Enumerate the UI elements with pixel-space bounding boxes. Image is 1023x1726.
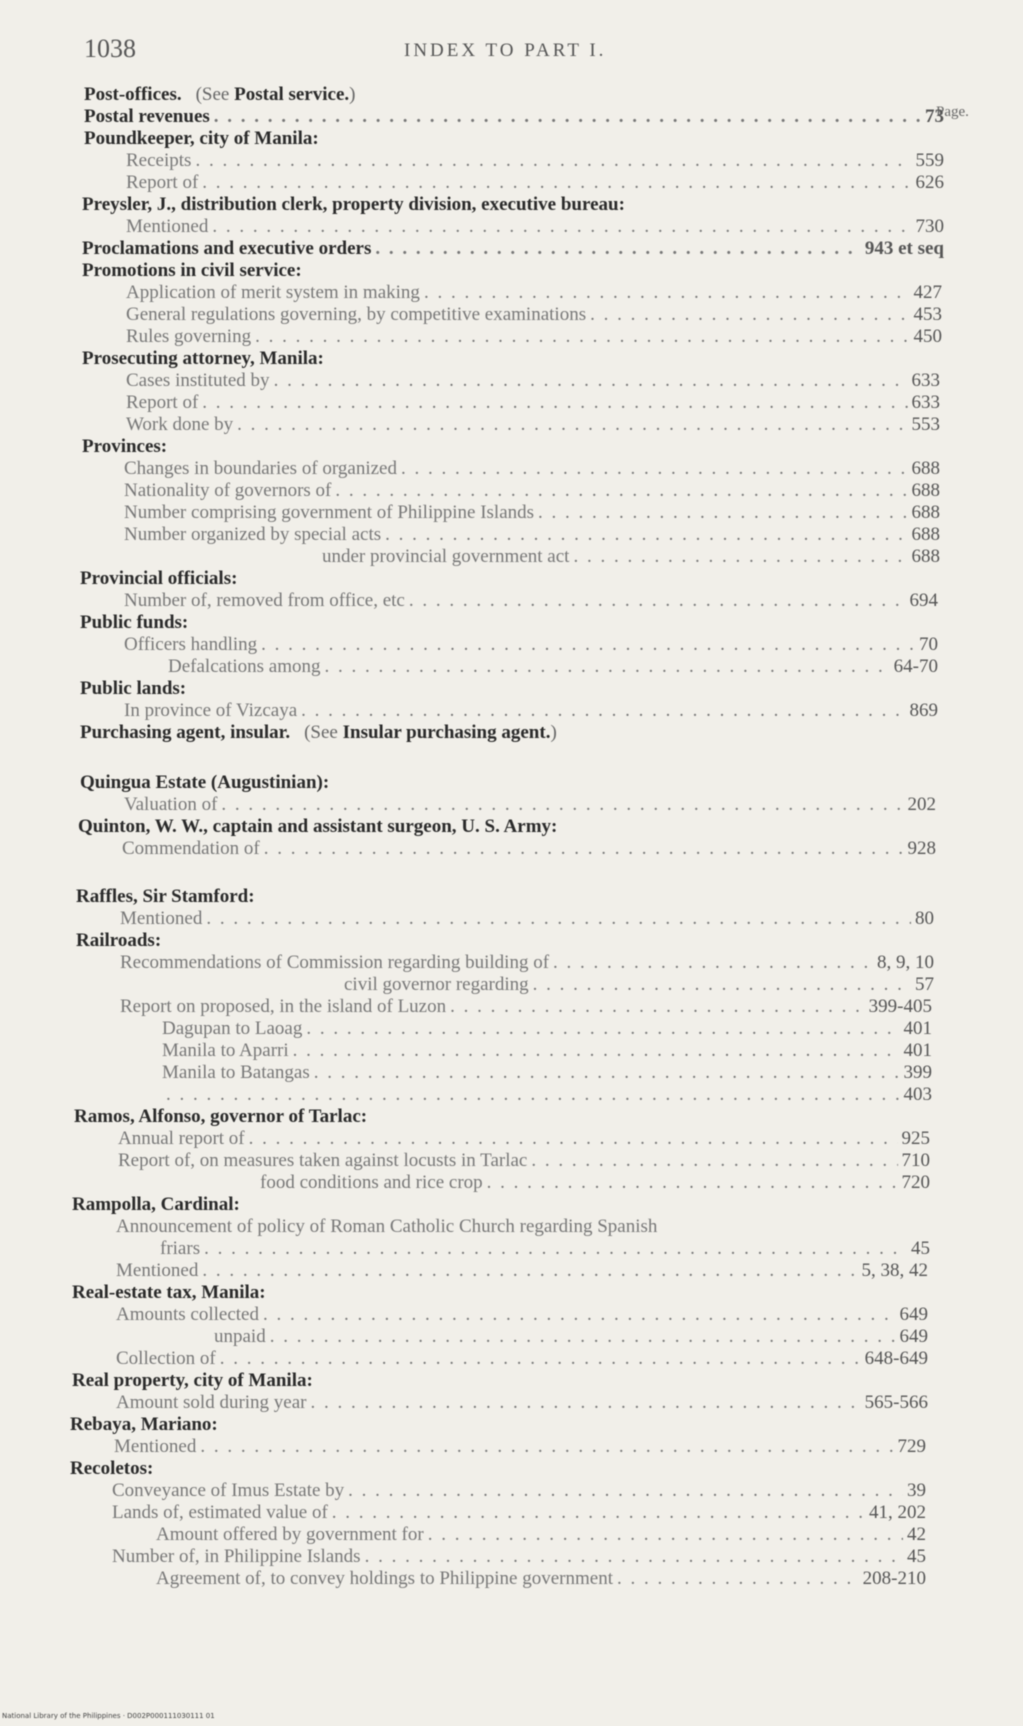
- index-subentry: [260, 1172, 930, 1194]
- index-heading: [72, 1282, 928, 1304]
- entry-page-ref: 729: [897, 1436, 926, 1457]
- entry-text: Railroads:: [76, 930, 162, 951]
- entry-text: Number comprising government of Philippine Islands: [124, 502, 535, 523]
- dot-leader: [274, 370, 908, 392]
- index-heading: [76, 930, 934, 952]
- dot-leader: [202, 172, 911, 194]
- index-subentry: [126, 172, 944, 194]
- index-subentry: [162, 1040, 932, 1062]
- index-subentry: [122, 838, 936, 860]
- index-heading: [84, 84, 944, 106]
- entry-text: Poundkeeper, city of Manila:: [84, 128, 319, 149]
- dot-leader: [332, 1502, 865, 1524]
- index-heading: [78, 816, 936, 838]
- entry-text: General regulations governing, by competitive examinations: [126, 304, 587, 325]
- dot-leader: [214, 106, 921, 128]
- dot-leader: [324, 656, 889, 678]
- entry-page-ref: 869: [909, 700, 938, 721]
- dot-leader: [264, 838, 904, 860]
- entry-page-ref: 720: [901, 1172, 930, 1193]
- entry-page-ref: 64-70: [893, 656, 938, 677]
- entry-text: Report of, on measures taken against locusts in Tarlac: [118, 1150, 528, 1171]
- entry-page-ref: 648-649: [864, 1348, 928, 1369]
- entry-text: Nationality of governors of: [124, 480, 332, 501]
- entry-page-ref: 649: [899, 1326, 928, 1347]
- entry-text: Lands of, estimated value of: [112, 1502, 328, 1523]
- entry-page-ref: 633: [911, 392, 940, 413]
- index-subentry: [116, 1348, 928, 1370]
- dot-leader: [365, 1546, 903, 1568]
- entry-text: Application of merit system in making: [126, 282, 420, 303]
- index-subentry: [124, 458, 940, 480]
- entry-text: Report of: [126, 172, 199, 193]
- dot-leader: [261, 634, 915, 656]
- entry-text: Number organized by special acts: [124, 524, 382, 545]
- entry-page-ref: 925: [901, 1128, 930, 1149]
- entry-text: Prosecuting attorney, Manila:: [82, 348, 324, 369]
- see-prefix: (See: [304, 722, 343, 743]
- index-subentry: [120, 996, 932, 1018]
- entry-page-ref: 42: [907, 1524, 926, 1545]
- entry-text: Officers handling: [124, 634, 258, 655]
- dot-leader: [375, 238, 860, 260]
- dot-leader: [385, 524, 907, 546]
- dot-leader: [573, 546, 907, 568]
- entry-text: Manila to Aparri: [162, 1040, 289, 1061]
- dot-leader: [249, 1128, 898, 1150]
- index-subentry: [126, 392, 940, 414]
- dot-leader: [487, 1172, 898, 1194]
- entry-text: Postal revenues: [84, 106, 210, 127]
- entry-page-ref: 688: [911, 546, 940, 567]
- dot-leader: [221, 794, 903, 816]
- entry-page-ref: 450: [913, 326, 942, 347]
- dot-leader: [348, 1480, 903, 1502]
- index-heading: [80, 678, 938, 700]
- index-heading: [82, 260, 944, 282]
- entry-page-ref: 688: [911, 458, 940, 479]
- dot-leader: [220, 1348, 861, 1370]
- index-subentry: [116, 1260, 928, 1282]
- index-heading: [72, 1370, 928, 1392]
- index-subentry: [112, 1546, 926, 1568]
- entry-text: food conditions and rice crop: [260, 1172, 483, 1193]
- entry-text: Valuation of: [124, 794, 218, 815]
- entry-page-ref: 45: [907, 1546, 926, 1567]
- dot-leader: [255, 326, 909, 348]
- entry-page-ref: 73: [925, 106, 944, 127]
- dot-leader: [306, 1018, 899, 1040]
- entry-text: In province of Vizcaya: [124, 700, 298, 721]
- dot-leader: [206, 908, 911, 930]
- entry-text: Quinton, W. W., captain and assistant surgeon, U. S. Army:: [78, 816, 558, 837]
- entry-text: Real property, city of Manila:: [72, 1370, 313, 1391]
- entry-text: Annual report of: [118, 1128, 245, 1149]
- entry-text: Commendation of: [122, 838, 260, 859]
- index-subentry: [124, 700, 938, 722]
- index-heading: [82, 194, 944, 216]
- entry-page-ref: 401: [903, 1040, 932, 1061]
- index-heading: [82, 238, 944, 260]
- entry-page-ref: 8, 9, 10: [877, 952, 934, 973]
- entry-text: Collection of: [116, 1348, 216, 1369]
- index-subentry: [126, 304, 942, 326]
- entry-page-ref: 688: [911, 524, 940, 545]
- index-subentry: [114, 1436, 926, 1458]
- entry-text: Rules governing: [126, 326, 252, 347]
- index-subentry: [214, 1326, 928, 1348]
- entry-text: Amount sold during year: [116, 1392, 307, 1413]
- entry-page-ref: 559: [915, 150, 944, 171]
- index-subentry: [118, 1128, 930, 1150]
- index-subentry: [124, 794, 936, 816]
- entry-text: Quingua Estate (Augustinian):: [80, 772, 330, 793]
- running-title: INDEX TO PART I.: [404, 40, 607, 61]
- index-heading: [80, 568, 940, 590]
- entry-text: Raffles, Sir Stamford:: [76, 886, 255, 907]
- entry-text: Report on proposed, in the island of Luzon: [120, 996, 447, 1017]
- entry-page-ref: 403: [903, 1084, 932, 1105]
- entry-text: Recoletos:: [70, 1458, 154, 1479]
- index-heading: [82, 348, 942, 370]
- index-subentry: [322, 546, 940, 568]
- entry-text: Preysler, J., distribution clerk, property division, executive bureau:: [82, 194, 625, 215]
- dot-leader: [401, 458, 908, 480]
- dot-leader: [263, 1304, 896, 1326]
- index-heading: [84, 106, 944, 128]
- index-subentry: [116, 1392, 928, 1414]
- index-subentry: [112, 1480, 926, 1502]
- see-suffix: ): [349, 84, 356, 105]
- index-subentry: [126, 326, 942, 348]
- entry-page-ref: 688: [911, 480, 940, 501]
- dot-leader: [301, 700, 905, 722]
- entry-text: Receipts: [126, 150, 192, 171]
- entry-text: Agreement of, to convey holdings to Philippine government: [156, 1568, 613, 1589]
- page-column-label: Page.: [936, 104, 969, 120]
- dot-leader: [237, 414, 907, 436]
- dot-leader: [531, 1150, 897, 1172]
- entry-text: Mentioned: [116, 1260, 199, 1281]
- index-heading: [84, 128, 944, 150]
- dot-leader: [314, 1062, 900, 1084]
- entry-page-ref: 710: [901, 1150, 930, 1171]
- index-subentry: [162, 1084, 932, 1106]
- entry-page-ref: 553: [911, 414, 940, 435]
- entry-page-ref: 45: [911, 1238, 930, 1259]
- index-heading: [80, 722, 938, 744]
- index-subentry: [124, 590, 938, 612]
- entry-text: Provinces:: [82, 436, 168, 457]
- library-credit: National Library of the Philippines · D002P000111030111 01: [2, 1712, 215, 1720]
- entry-text: Cases instituted by: [126, 370, 270, 391]
- dot-leader: [311, 1392, 861, 1414]
- index-subentry: [126, 414, 940, 436]
- dot-leader: [450, 996, 865, 1018]
- entry-text: Number of, removed from office, etc: [124, 590, 405, 611]
- index-subentry: [126, 150, 944, 172]
- index-subentry: [160, 1238, 930, 1260]
- index-subentry: [124, 634, 938, 656]
- index-subentry: [118, 1150, 930, 1172]
- entry-page-ref: 649: [899, 1304, 928, 1325]
- dot-leader: [195, 150, 911, 172]
- index-subentry: [344, 974, 934, 996]
- dot-leader: [200, 1436, 893, 1458]
- dot-leader: [202, 1260, 857, 1282]
- index-heading: [72, 1194, 930, 1216]
- see-target: Insular purchasing agent.: [342, 722, 551, 743]
- entry-text: Real-estate tax, Manila:: [72, 1282, 266, 1303]
- dot-leader: [335, 480, 907, 502]
- running-head: [84, 34, 944, 64]
- index-subentry: [124, 502, 940, 524]
- index-subentry: [124, 524, 940, 546]
- entry-text: friars: [160, 1238, 201, 1259]
- index-heading: [82, 436, 940, 458]
- entry-page-ref: 5, 38, 42: [861, 1260, 928, 1281]
- dot-leader: [293, 1040, 900, 1062]
- entry-text: Work done by: [126, 414, 234, 435]
- dot-leader: [204, 1238, 907, 1260]
- entry-text: Provincial officials:: [80, 568, 238, 589]
- entry-page-ref: 70: [919, 634, 938, 655]
- entry-text: Public lands:: [80, 678, 187, 699]
- entry-text: under provincial government act: [322, 546, 570, 567]
- entry-text: Amount offered by government for: [156, 1524, 424, 1545]
- index-subentry: [120, 952, 934, 974]
- entry-text: unpaid: [214, 1326, 266, 1347]
- entry-text: Conveyance of Imus Estate by: [112, 1480, 345, 1501]
- index-subentry: [116, 1216, 930, 1238]
- dot-leader: [270, 1326, 896, 1348]
- index-subentry: [162, 1018, 932, 1040]
- index-subentry: [162, 1062, 932, 1084]
- dot-leader: [533, 974, 911, 996]
- entry-page-ref: 401: [903, 1018, 932, 1039]
- entry-page-ref: 626: [915, 172, 944, 193]
- dot-leader: [166, 1084, 900, 1106]
- entry-text: Ramos, Alfonso, governor of Tarlac:: [74, 1106, 368, 1127]
- entry-page-ref: 633: [911, 370, 940, 391]
- entry-text: Announcement of policy of Roman Catholic Church regarding Spanish: [116, 1216, 658, 1237]
- index-subentry: [168, 656, 938, 678]
- dot-leader: [617, 1568, 859, 1590]
- index-heading: [70, 1414, 926, 1436]
- entry-page-ref: 80: [915, 908, 934, 929]
- index-subentry: [124, 480, 940, 502]
- dot-leader: [590, 304, 909, 326]
- entry-text: Purchasing agent, insular.: [80, 722, 291, 743]
- entry-text: Promotions in civil service:: [82, 260, 302, 281]
- index-subentry: [112, 1502, 926, 1524]
- entry-text: Mentioned: [126, 216, 209, 237]
- entry-text: Rebaya, Mariano:: [70, 1414, 218, 1435]
- dot-leader: [428, 1524, 903, 1546]
- entry-page-ref: 57: [915, 974, 934, 995]
- entry-page-ref: 41, 202: [869, 1502, 926, 1523]
- index-subentry: [120, 908, 934, 930]
- entry-text: civil governor regarding: [344, 974, 529, 995]
- entry-page-ref: 688: [911, 502, 940, 523]
- entry-page-ref: 928: [907, 838, 936, 859]
- entry-text: Dagupan to Laoag: [162, 1018, 303, 1039]
- entry-page-ref: 208-210: [862, 1568, 926, 1589]
- entry-page-ref: 453: [913, 304, 942, 325]
- dot-leader: [409, 590, 906, 612]
- index-heading: [74, 1106, 932, 1128]
- dot-leader: [538, 502, 907, 524]
- entry-text: Post-offices.: [84, 84, 182, 105]
- entry-text: Rampolla, Cardinal:: [72, 1194, 240, 1215]
- entry-text: Amounts collected: [116, 1304, 259, 1325]
- entry-page-ref: 399-405: [868, 996, 932, 1017]
- entry-page-ref: 39: [907, 1480, 926, 1501]
- see-target: Postal service.: [234, 84, 350, 105]
- dot-leader: [212, 216, 911, 238]
- see-reference: [196, 84, 356, 106]
- entry-page-ref: 399: [903, 1062, 932, 1083]
- page-number: 1038: [84, 34, 136, 63]
- entry-page-ref: 565-566: [864, 1392, 928, 1413]
- entry-text: Proclamations and executive orders: [82, 238, 372, 259]
- entry-page-ref: 202: [907, 794, 936, 815]
- entry-text: Changes in boundaries of organized: [124, 458, 397, 479]
- entry-text: Recommendations of Commission regarding building of: [120, 952, 550, 973]
- entry-page-ref: 694: [909, 590, 938, 611]
- entry-text: Number of, in Philippine Islands: [112, 1546, 361, 1567]
- entry-text: Mentioned: [114, 1436, 197, 1457]
- index-heading: [70, 1458, 926, 1480]
- dot-leader: [202, 392, 907, 414]
- index-heading: [76, 886, 934, 908]
- entry-text: Report of: [126, 392, 199, 413]
- entry-page-ref: 730: [915, 216, 944, 237]
- index-heading: [80, 612, 938, 634]
- entry-text: Manila to Batangas: [162, 1062, 310, 1083]
- entry-text: Defalcations among: [168, 656, 321, 677]
- index-subentry: [126, 216, 944, 238]
- index-subentry: [126, 370, 940, 392]
- index-subentry: [126, 282, 942, 304]
- entry-page-ref: 427: [913, 282, 942, 303]
- entry-text: Mentioned: [120, 908, 203, 929]
- index-subentry: [116, 1304, 928, 1326]
- dot-leader: [553, 952, 873, 974]
- index-heading: [80, 772, 936, 794]
- dot-leader: [424, 282, 910, 304]
- index-subentry: [156, 1524, 926, 1546]
- index-subentry: [156, 1568, 926, 1590]
- see-prefix: (See: [195, 84, 235, 105]
- entry-page-ref: 943 et seq: [864, 238, 944, 259]
- see-reference: [304, 722, 557, 744]
- see-suffix: ): [550, 722, 557, 743]
- entry-text: Public funds:: [80, 612, 189, 633]
